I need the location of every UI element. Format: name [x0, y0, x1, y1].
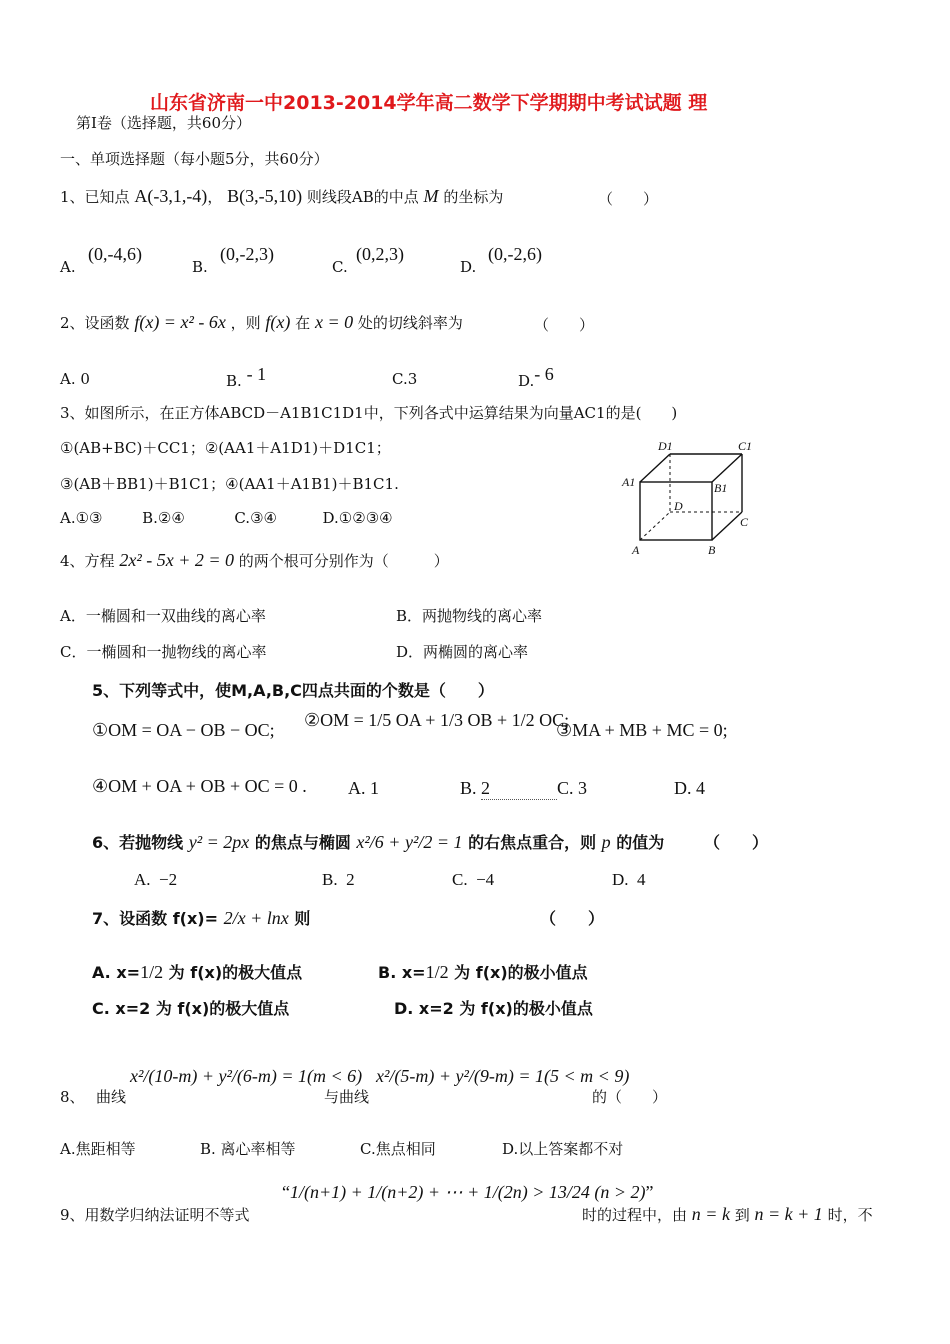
q6-lead: 6、若抛物线: [92, 833, 184, 852]
question-1: [60, 186, 503, 207]
q7-opt-a: [92, 960, 302, 983]
q1-opt-b-label: B.: [192, 258, 208, 276]
cube-figure: [620, 438, 760, 560]
cube-label-a: A: [632, 543, 640, 557]
question-7: [92, 906, 310, 929]
q7-opt-a-frac: 1/2: [140, 962, 164, 982]
q2-opt-c-value: 3: [407, 370, 418, 388]
q5-expression-4-text: ④OM + OA + OB + OC = 0 .: [92, 776, 307, 796]
q3-opt-c-label: C.: [234, 509, 251, 527]
q2-function-ref: f(x): [265, 312, 291, 332]
q3-opt-b-value: ②④: [157, 509, 185, 527]
q5-expression-3: [556, 720, 728, 741]
q2-opt-d: [518, 364, 554, 391]
q7-opt-b-post: 为 f(x)的极小值点: [454, 963, 588, 982]
q6-end: 的值为: [616, 833, 665, 852]
q5-expression-1: [92, 720, 275, 741]
q6-parabola: y² = 2px: [188, 832, 250, 852]
q1-m: M: [423, 186, 439, 206]
q1-opt-c: (0,2,3): [356, 244, 404, 264]
q3-opt-d-value: ①②③④: [338, 509, 393, 527]
q6-opt-d-label: D.: [612, 870, 629, 889]
q6-p: p: [601, 832, 611, 852]
q1-tail: 的坐标为: [443, 188, 504, 206]
q5-expression-2-text: ②OM = 1/5 OA + 1/3 OB + 1/2 OC;: [304, 710, 570, 730]
q5-opt-b-label: B.: [460, 778, 477, 798]
q1-mid: 则线段AB的中点: [306, 188, 419, 206]
cube-label-b: B: [708, 543, 716, 557]
q5-opt-d-label: D.: [674, 778, 692, 798]
cube-hidden-edge-ad: [640, 512, 670, 540]
q8-opt-a: A.焦距相等: [60, 1140, 136, 1158]
q1-lead: 1、已知点: [60, 188, 130, 206]
cube-edge-a1d1: [640, 454, 670, 482]
q2-opt-d-label: D.: [518, 372, 535, 390]
q7-tail: 则: [294, 909, 311, 928]
q2-at: 在: [295, 314, 311, 332]
page-title: 山东省济南一中2013-2014学年高二数学下学期期中考试试题 理: [150, 92, 708, 114]
q1-opt-c-label: C.: [332, 258, 348, 276]
q8-opt-d: D.以上答案都不对: [502, 1140, 624, 1158]
q6-opt-a-value: −2: [159, 870, 178, 889]
q5-opt-a-value: 1: [370, 778, 379, 798]
q6-opt-c: [452, 870, 494, 890]
q2-opt-b-value: - 1: [246, 364, 267, 384]
q9-close-quote: ”: [645, 1182, 654, 1202]
q3-line-1: ①(AB+BC)＋CC1；②(AA1＋A1D1)＋D1C1；: [60, 439, 391, 457]
q7-opt-b: [378, 960, 588, 983]
q6-mid: 的焦点与椭圆: [254, 833, 351, 852]
section-heading: 一、单项选择题（每小题5分，共60分）: [60, 150, 329, 168]
q5-expression-3-text: ③MA + MB + MC = 0;: [556, 720, 728, 740]
q7-opt-b-pre: B. x=: [378, 963, 426, 982]
q4-opt-c: C．一椭圆和一抛物线的离心率: [60, 643, 267, 661]
q9-continuation: [582, 1204, 873, 1225]
cube-edge-bc: [712, 512, 742, 540]
q6-opt-b: [322, 870, 355, 890]
q2-opt-c-label: C.: [392, 370, 408, 388]
q2-answer-paren: （ ）: [534, 316, 595, 334]
q7-opt-d: D. x=2 为 f(x)的极小值点: [394, 999, 593, 1018]
q1-opt-b: (0,-2,3): [220, 244, 274, 264]
q7-lead: 7、设函数 f(x)=: [92, 909, 219, 928]
q8-curve-2: x²/(5-m) + y²/(9-m) = 1(5 < m < 9): [376, 1066, 630, 1086]
q1-comma: ，: [207, 188, 223, 206]
q1-point-b: B(3,-5,10): [227, 186, 303, 206]
q9-inequality-text: 1/(n+1) + 1/(n+2) + ⋯ + 1/(2n) > 13/24 (n > 2): [290, 1182, 646, 1202]
q7-opt-b-frac: 1/2: [425, 962, 449, 982]
q6-ellipse: x²/6 + y²/2 = 1: [356, 832, 463, 852]
q2-opt-a: [60, 370, 90, 388]
volume-heading: 第Ⅰ卷（选择题，共60分）: [76, 114, 252, 132]
q3-options: [60, 509, 393, 527]
q2-tail: 处的切线斜率为: [357, 314, 463, 332]
q3-stem: 3、如图所示，在正方体ABCD－A1B1C1D1中，下列各式中运算结果为向量AC1的是( ): [60, 404, 678, 422]
q4-lead: 4、方程: [60, 552, 115, 570]
q9-tail: 时，不: [827, 1206, 873, 1224]
q7-opt-a-pre: A. x=: [92, 963, 141, 982]
q7-function: 2/x + lnx: [223, 908, 289, 928]
q8-with-curve: 与曲线: [324, 1088, 370, 1106]
q8-curve-1: x²/(10-m) + y²/(6-m) = 1(m < 6): [130, 1066, 363, 1086]
q8-tail: 的（ ）: [592, 1088, 668, 1106]
q4-opt-d: D．两椭圆的离心率: [396, 643, 529, 661]
q2-then: ，则: [230, 314, 261, 332]
q9-lead: 9、用数学归纳法证明不等式: [60, 1206, 250, 1224]
cube-edge-b1c1: [712, 454, 742, 482]
q6-opt-a: [134, 870, 177, 890]
q2-opt-a-value: 0: [80, 370, 90, 388]
q5-stem: 5、下列等式中，使M,A,B,C四点共面的个数是（ ）: [92, 681, 494, 700]
q1-opt-d: (0,-2,6): [488, 244, 542, 264]
q9-n-equals-k: n = k: [691, 1204, 730, 1224]
q5-expression-1-text: ①OM = OA − OB − OC;: [92, 720, 275, 740]
q9-to: 到: [734, 1206, 750, 1224]
q8-opt-b: B. 离心率相等: [200, 1140, 296, 1158]
q3-opt-a-label: A.: [60, 509, 76, 527]
q4-opt-b: B．两抛物线的离心率: [396, 607, 543, 625]
q5-opt-d-value: 4: [696, 778, 706, 798]
q1-opt-a-label: A.: [60, 258, 76, 276]
cube-label-d: D: [674, 499, 683, 513]
q2-opt-a-label: A.: [60, 370, 76, 388]
cube-label-b1: B1: [714, 481, 728, 495]
q9-n-equals-k-plus-1: n = k + 1: [754, 1204, 823, 1224]
q2-opt-c: [392, 370, 417, 388]
q6-opt-c-label: C.: [452, 870, 468, 889]
q2-opt-b-label: B.: [226, 372, 242, 390]
question-2: [60, 312, 463, 333]
q9-inequality: [282, 1182, 653, 1203]
q2-x0: x = 0: [314, 312, 354, 332]
q6-opt-d-value: 4: [637, 870, 646, 889]
q6-opt-d: [612, 870, 646, 890]
q8-opt-c: C.焦点相同: [360, 1140, 436, 1158]
q4-equation: 2x² - 5x + 2 = 0: [119, 550, 234, 570]
q5-opt-b-value: 2: [481, 778, 491, 798]
q6-answer-paren: （ ）: [704, 833, 769, 852]
cube-label-d1: D1: [658, 439, 673, 453]
question-4: [60, 550, 449, 571]
q9-mid: 时的过程中，由: [582, 1206, 688, 1224]
q5-opt-a-label: A.: [348, 778, 366, 798]
q1-answer-paren: （ ）: [598, 190, 659, 208]
q5-opt-c-value: 3: [578, 778, 588, 798]
q5-expression-4: [92, 776, 307, 797]
q7-opt-c: C. x=2 为 f(x)的极大值点: [92, 999, 290, 1018]
q5-opt-b-value-wrap: [481, 778, 557, 800]
q6-opt-b-value: 2: [346, 870, 355, 889]
q5-options: [348, 778, 705, 800]
q5-expression-2: [304, 710, 569, 731]
q8-number: 8、: [60, 1088, 85, 1106]
q7-answer-paren: （ ）: [540, 909, 605, 928]
q6-tail: 的右焦点重合，则: [468, 833, 597, 852]
q3-opt-b-label: B.: [142, 509, 158, 527]
q1-opt-d-label: D.: [460, 258, 477, 276]
q5-opt-c-label: C.: [557, 778, 574, 798]
q3-line-2: ③(AB＋BB1)＋B1C1；④(AA1＋A1B1)＋B1C1.: [60, 475, 399, 493]
q1-point-a: A(-3,1,-4): [134, 186, 208, 206]
q2-lead: 2、设函数: [60, 314, 130, 332]
q9-open-quote: “: [282, 1182, 290, 1202]
q2-function: f(x) = x² - 6x: [134, 312, 226, 332]
cube-label-c: C: [740, 515, 749, 529]
cube-label-a1: A1: [622, 475, 636, 489]
q4-tail: 的两个根可分别作为（ ）: [238, 552, 449, 570]
q3-opt-d-label: D.: [322, 509, 339, 527]
question-6: [92, 830, 664, 853]
q2-opt-b: [226, 364, 267, 391]
q1-opt-a: (0,-4,6): [88, 244, 142, 264]
q4-opt-a: A．一椭圆和一双曲线的离心率: [60, 607, 266, 625]
q3-opt-a-value: ①③: [75, 509, 103, 527]
q7-opt-a-post: 为 f(x)的极大值点: [168, 963, 303, 982]
q2-opt-d-value: - 6: [534, 364, 554, 384]
q6-opt-b-label: B.: [322, 870, 338, 889]
q6-opt-a-label: A.: [134, 870, 151, 889]
q3-opt-c-value: ③④: [250, 509, 277, 527]
q8-curve-label: 曲线: [96, 1088, 127, 1106]
q6-opt-c-value: −4: [476, 870, 495, 889]
cube-label-c1: C1: [738, 439, 753, 453]
